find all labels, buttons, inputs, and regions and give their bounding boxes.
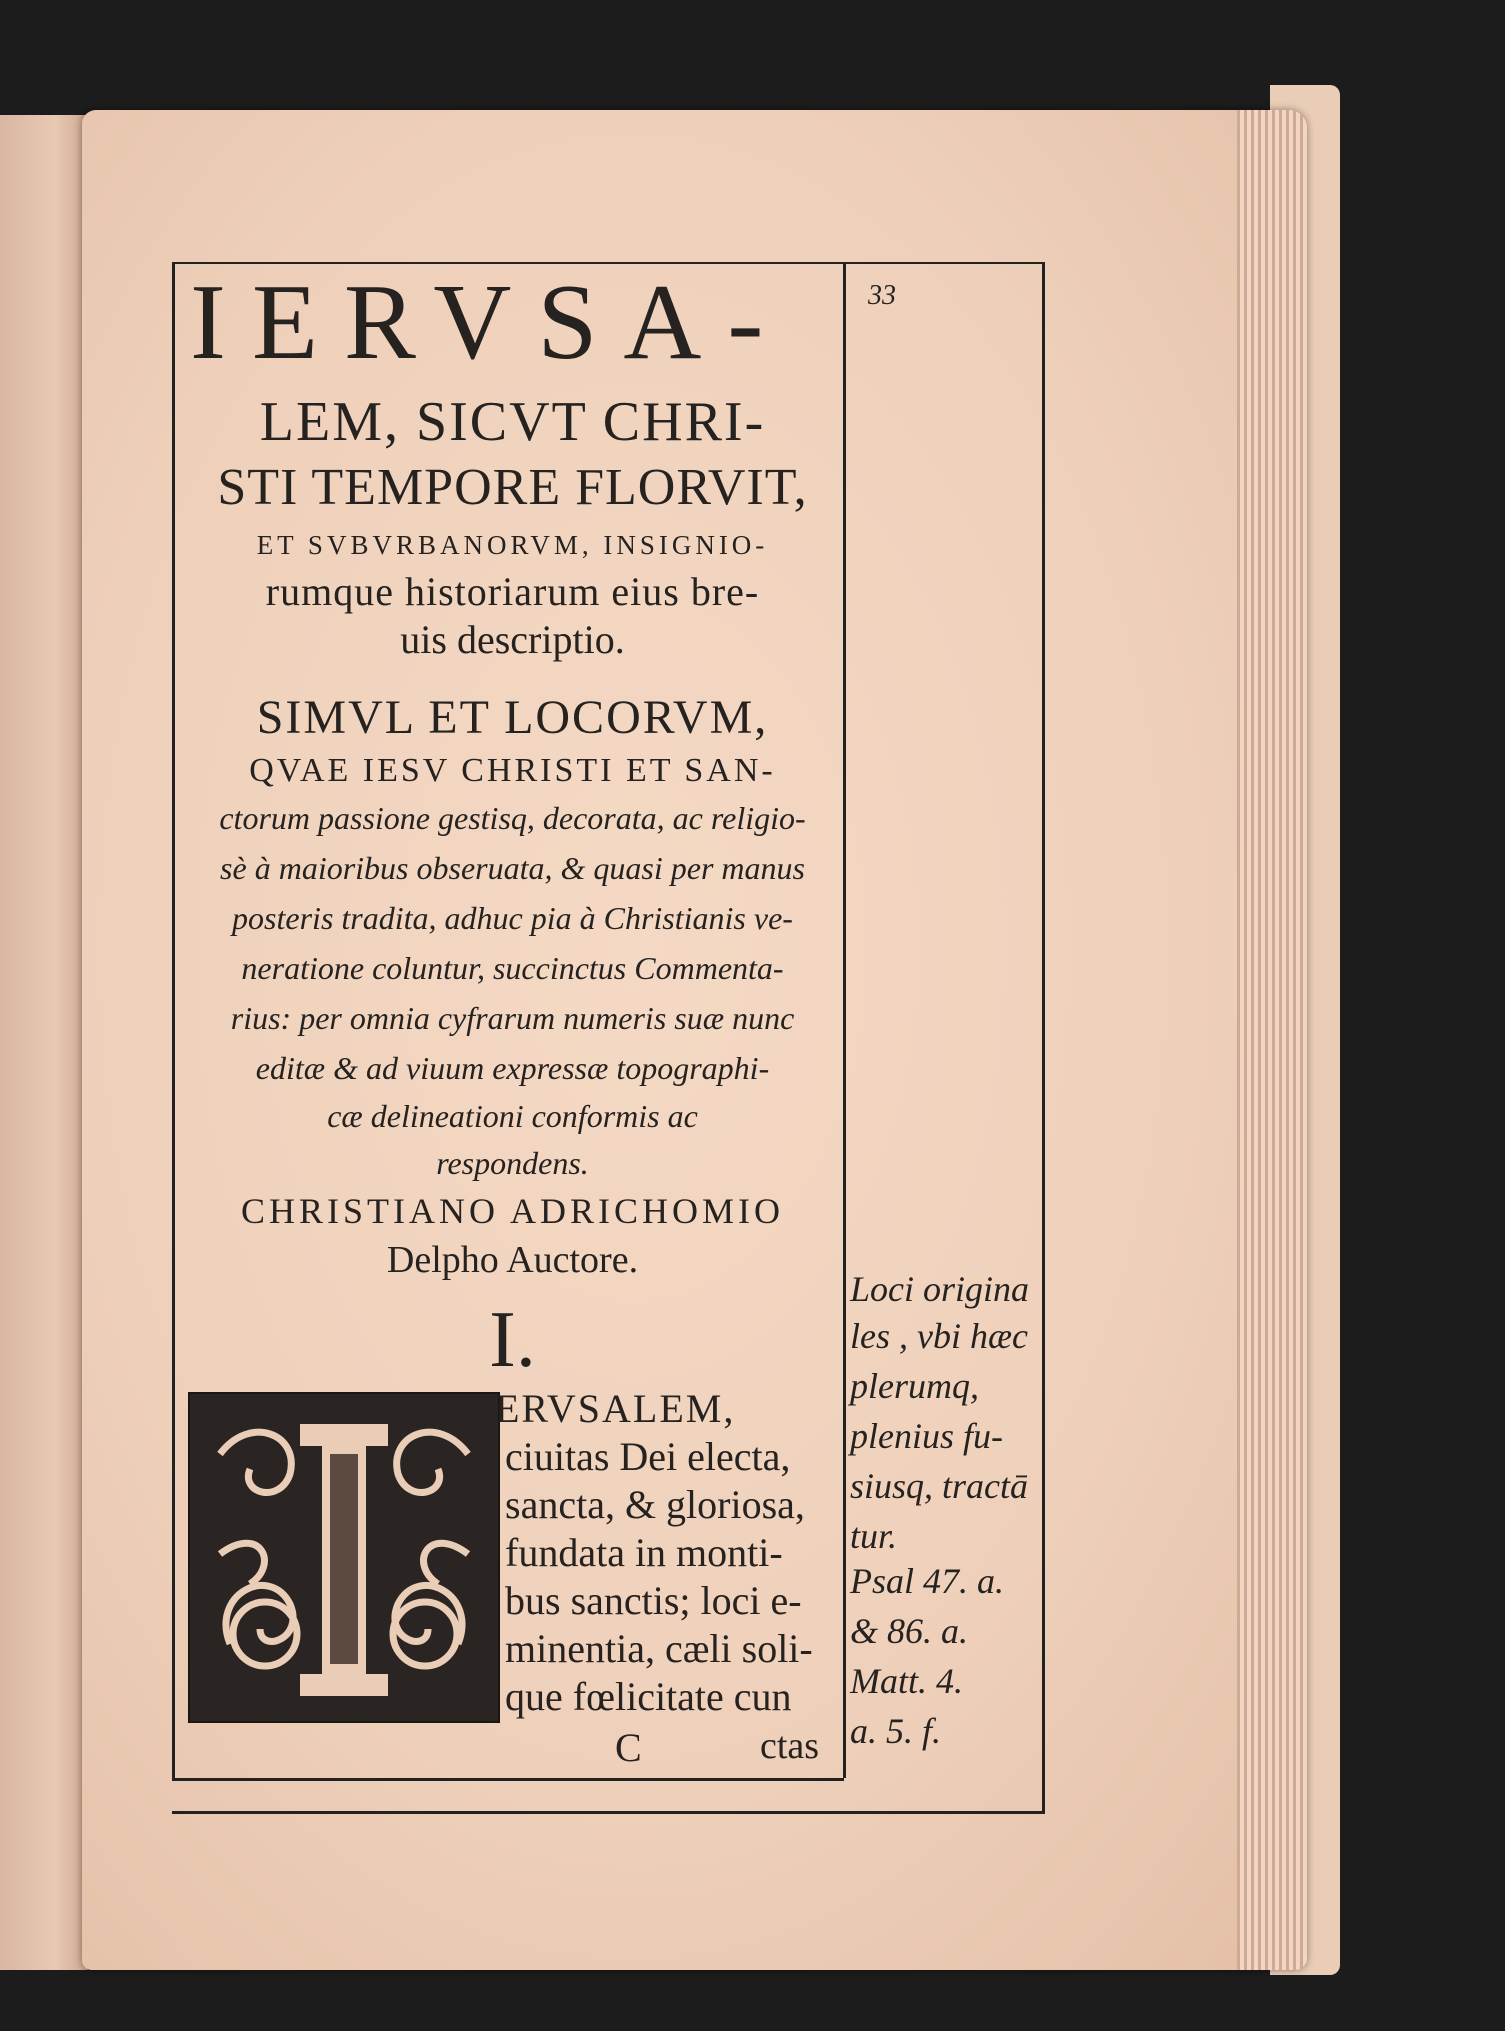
facing-page-edge bbox=[0, 115, 92, 1970]
subtitle-line-10: respondens. bbox=[436, 1145, 589, 1181]
body-line-1: ERVSALEM, bbox=[495, 1386, 736, 1431]
margin-note-line-3: plerumq, bbox=[850, 1366, 979, 1406]
body-line-3: sancta, & gloriosa, bbox=[505, 1482, 805, 1527]
subtitle-line-9: cæ delineationi conformis ac bbox=[327, 1098, 698, 1134]
subtitle-line-2: QVAE IESV CHRISTI ET SAN- bbox=[249, 752, 776, 789]
title-line-1: IERVSA- bbox=[190, 263, 790, 382]
subtitle-line-6: neratione coluntur, succinctus Commenta- bbox=[241, 950, 784, 986]
section-numeral: I. bbox=[489, 1296, 536, 1384]
title-line-4: ET SVBVRBANORVM, INSIGNIO- bbox=[256, 530, 769, 560]
signature-mark: C bbox=[615, 1725, 642, 1770]
margin-note-line-1: Loci origina bbox=[850, 1269, 1030, 1309]
margin-note-line-4: plenius fu- bbox=[850, 1416, 1003, 1456]
author-line-1: CHRISTIANO ADRICHOMIO bbox=[240, 1191, 785, 1231]
margin-outer-rule bbox=[1042, 262, 1045, 1809]
body-line-6: minentia, cæli soli- bbox=[505, 1626, 813, 1671]
margin-note-line-7: Psal 47. a. bbox=[850, 1561, 1005, 1601]
body-line-2: ciuitas Dei electa, bbox=[505, 1434, 791, 1479]
subtitle-line-4: sè à maioribus obseruata, & quasi per manus bbox=[220, 850, 805, 886]
title-line-6: uis descriptio. bbox=[400, 617, 625, 662]
body-line-5: bus sanctis; loci e- bbox=[505, 1578, 802, 1623]
author-line-2: Delpho Auctore. bbox=[386, 1239, 639, 1281]
subtitle-line-5: posteris tradita, adhuc pia à Christianis ve- bbox=[232, 900, 793, 936]
subtitle-line-8: editæ & ad viuum expressæ topographi- bbox=[255, 1050, 770, 1086]
body-line-4: fundata in monti- bbox=[505, 1530, 783, 1575]
subtitle-line-3: ctorum passione gestisq, decorata, ac religio- bbox=[219, 800, 806, 836]
margin-note-line-8: & 86. a. bbox=[850, 1611, 969, 1651]
margin-note-line-5: siusq, tractā bbox=[850, 1466, 1029, 1506]
margin-note-line-2: les , vbi hæc bbox=[850, 1316, 1028, 1356]
body-line-7: que fœlicitate cun bbox=[505, 1674, 792, 1719]
subtitle-line-1: SIMVL ET LOCORVM, bbox=[256, 691, 769, 744]
page-number: 33 bbox=[868, 280, 896, 311]
page-edges bbox=[1237, 110, 1307, 1970]
margin-note-line-6: tur. bbox=[850, 1516, 898, 1556]
frame-left-rule bbox=[172, 262, 175, 1780]
decorated-initial-I bbox=[188, 1392, 500, 1723]
subtitle-line-7: rius: per omnia cyfrarum numeris suæ nunc bbox=[230, 1000, 795, 1036]
margin-note-line-10: a. 5. f. bbox=[850, 1711, 942, 1751]
frame-bottom-rule bbox=[172, 1778, 844, 1781]
title-line-5: rumque historiarum eius bre- bbox=[265, 569, 760, 614]
title-line-3: STI TEMPORE FLORVIT, bbox=[217, 459, 808, 516]
catchword: ctas bbox=[760, 1725, 820, 1767]
title-line-2: LEM, SICVT CHRI- bbox=[259, 391, 766, 453]
foliage-ornament-icon bbox=[190, 1394, 498, 1721]
margin-note-line-9: Matt. 4. bbox=[850, 1661, 963, 1701]
